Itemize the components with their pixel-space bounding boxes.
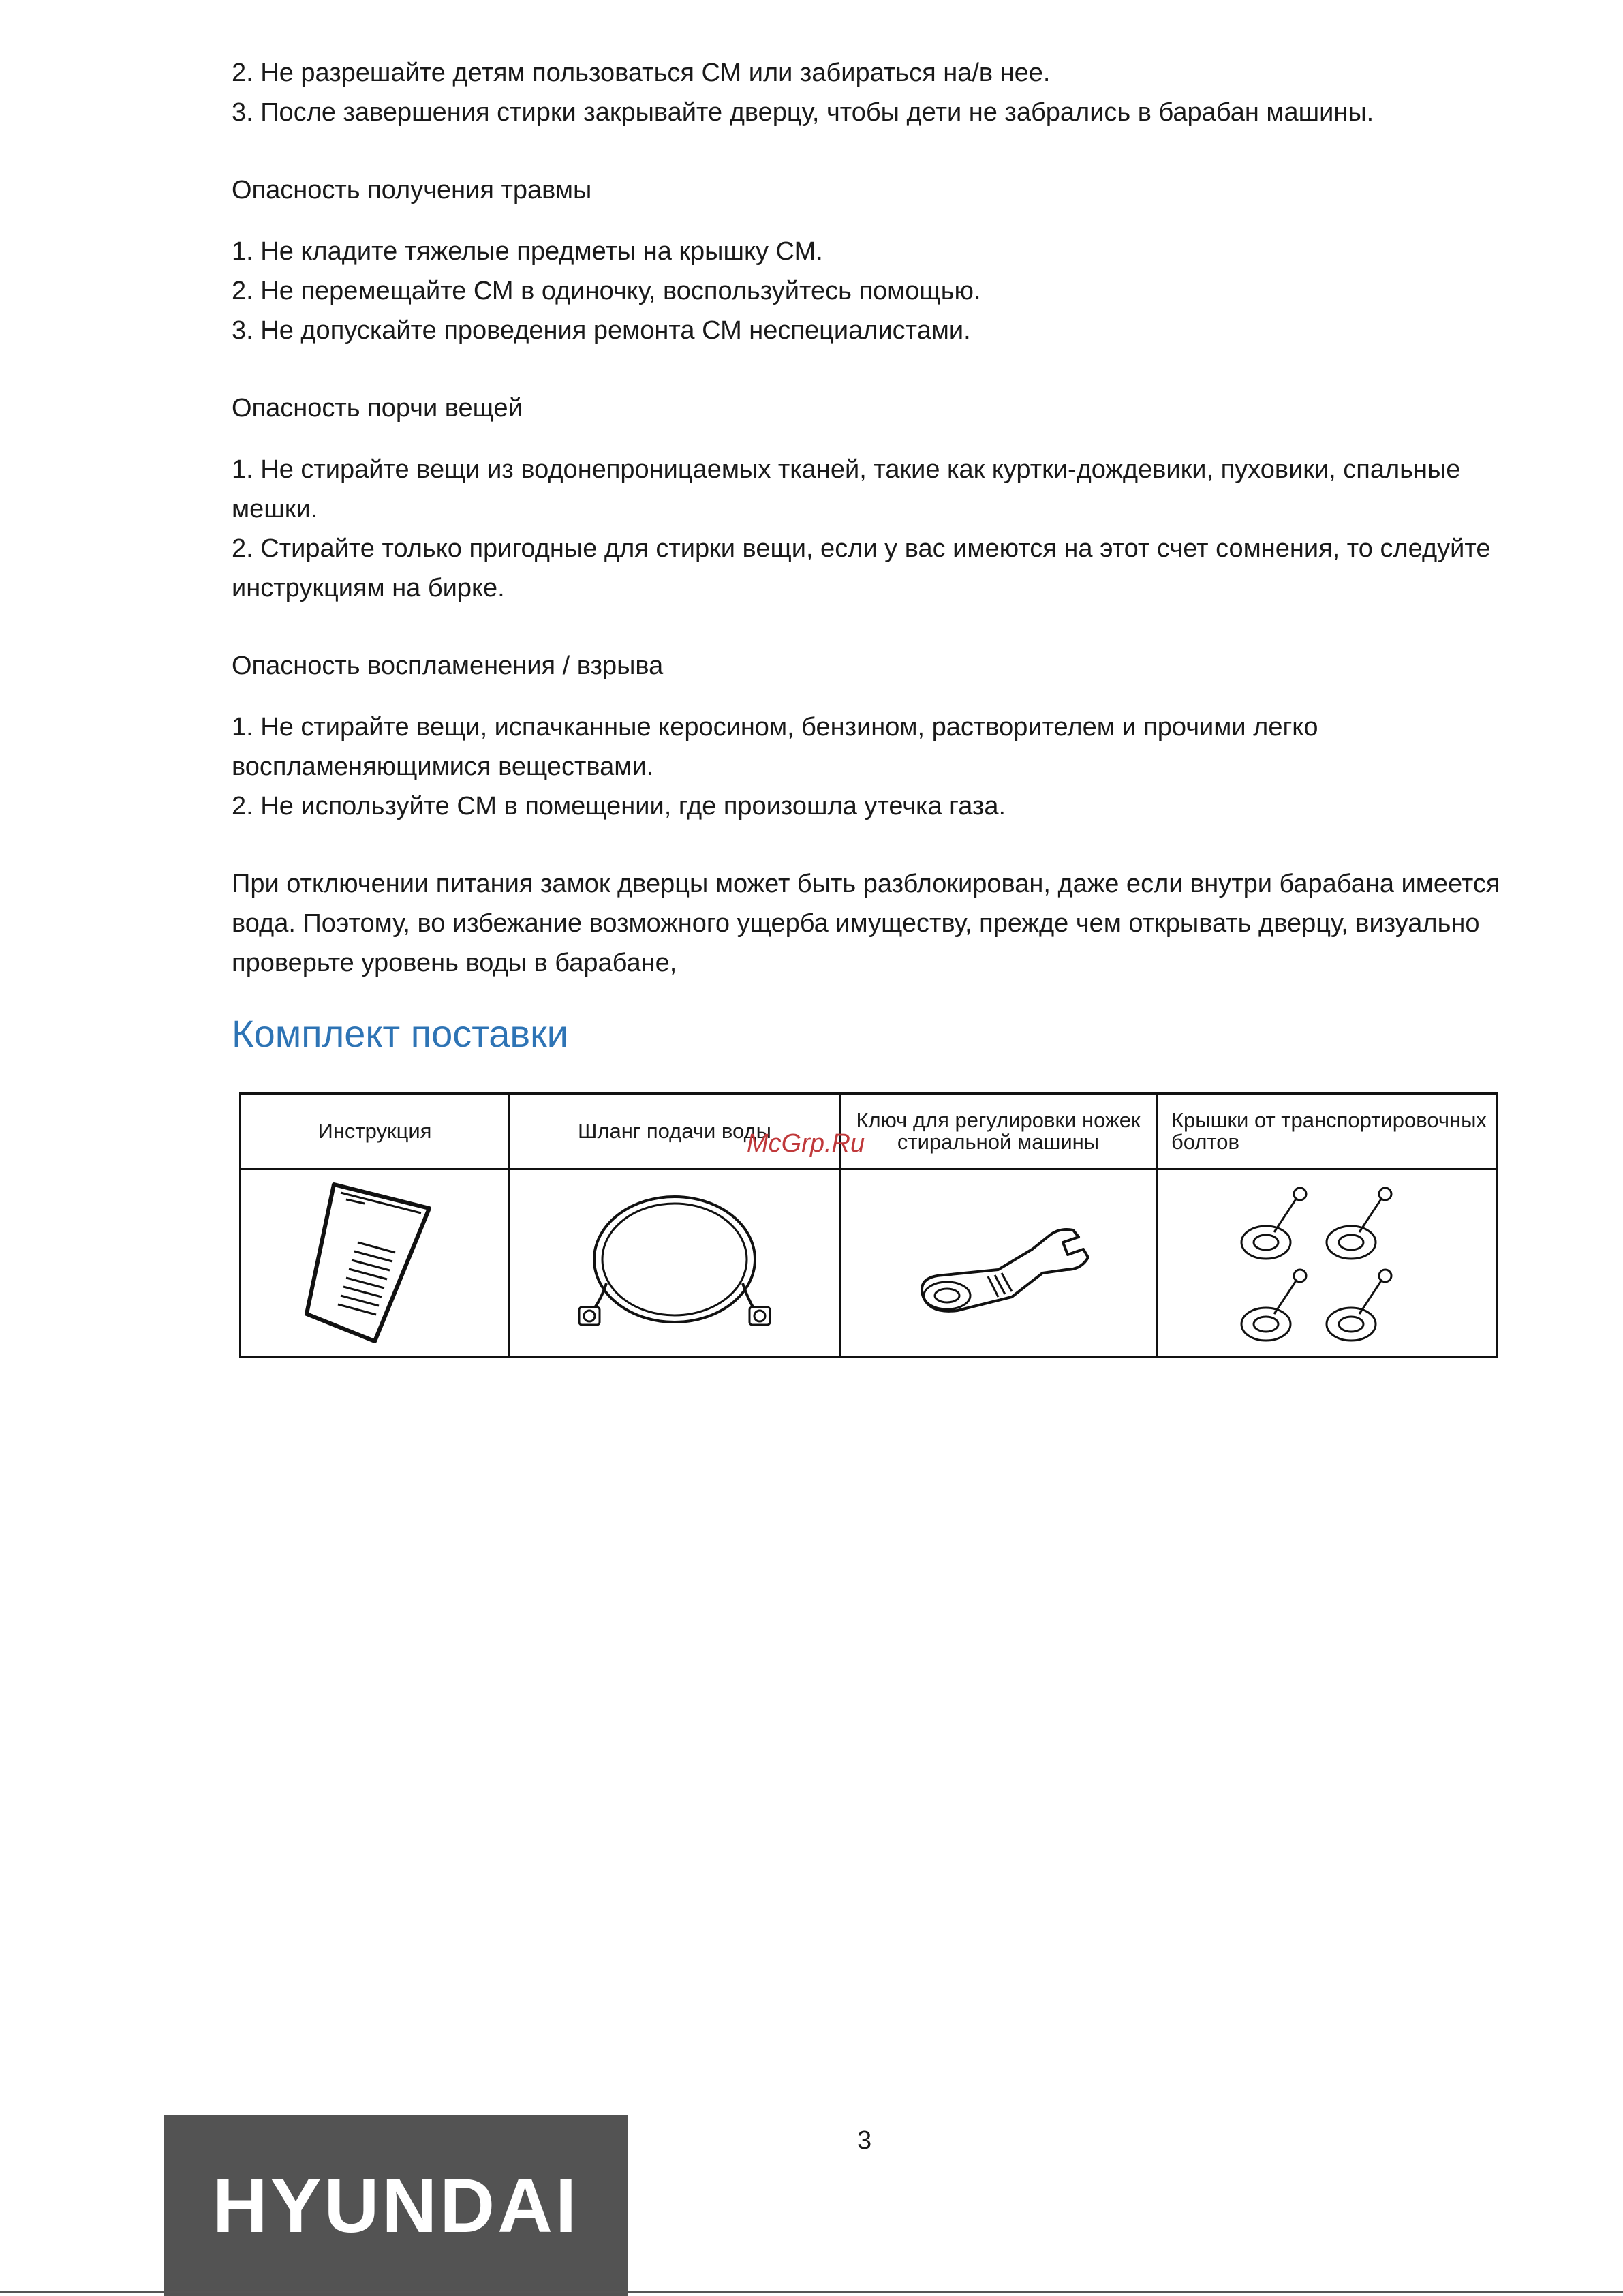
cell-caps [1157, 1169, 1498, 1357]
column-instruction: Инструкция [241, 1094, 510, 1169]
bolt-caps-icon [1225, 1178, 1429, 1348]
manual-booklet-icon [293, 1178, 457, 1348]
kit-table [239, 1092, 1498, 1358]
document-body [232, 53, 1513, 1058]
cell-instruction [241, 1169, 510, 1357]
cell-hose [510, 1169, 840, 1357]
list-item: 1. Не кладите тяжелые предметы на крышку СМ. [232, 237, 823, 266]
intro-item: 2. Не разрешайте детям пользоваться СМ или забираться на/в нее. [232, 59, 1051, 87]
list-item: 2. Не используйте СМ в помещении, где произошла утечка газа. [232, 792, 1006, 821]
list-item: 3. Не допускайте проведения ремонта СМ неспециалистами. [232, 316, 971, 345]
list-item: 2. Стирайте только пригодные для стирки вещи, если у вас имеются на этот счет сомнения, то следуйте инструкциям на бирке. [232, 534, 1491, 602]
table-header-row [241, 1094, 1498, 1169]
list-item: 1. Не стирайте вещи, испачканные керосином, бензином, растворителем и прочими легко воспламеняющимися веществами. [232, 713, 1318, 781]
table-image-row [241, 1169, 1498, 1357]
section-title-damage: Опасность порчи вещей [232, 394, 523, 423]
column-wrench: Ключ для регулировки ножек стиральной машины [840, 1094, 1157, 1169]
list-item: 1. Не стирайте вещи из водонепроницаемых тканей, такие как куртки-дождевики, пуховики, спальные мешки. [232, 455, 1461, 523]
power-note: При отключении питания замок дверцы может быть разблокирован, даже если внутри барабана имеется вода. Поэтому, во избежание возможного ущерба имуществу, прежде чем открывать дверцу, визуально проверьте уровень воды в барабане, [232, 870, 1500, 977]
intro-item: 3. После завершения стирки закрывайте дверцу, чтобы дети не забрались в барабан машины. [232, 98, 1374, 127]
brand-logo-text: HYUNDAI [212, 2162, 580, 2248]
bottom-divider [0, 2291, 1623, 2293]
section-title-injury: Опасность получения травмы [232, 176, 592, 204]
cell-wrench [840, 1169, 1157, 1357]
kit-heading: Комплект поставки [232, 1012, 568, 1055]
water-hose-icon [566, 1188, 784, 1338]
list-item: 2. Не перемещайте СМ в одиночку, воспользуйтесь помощью. [232, 277, 981, 305]
column-caps: Крышки от транспортировочных болтов [1157, 1094, 1498, 1169]
watermark: McGrp.Ru [747, 1129, 865, 1158]
page-number: 3 [857, 2126, 872, 2155]
section-title-fire: Опасность воспламенения / взрыва [232, 652, 664, 680]
wrench-icon [896, 1195, 1100, 1331]
column-hose: Шланг подачи воды [510, 1094, 840, 1169]
brand-logo [164, 2115, 628, 2296]
